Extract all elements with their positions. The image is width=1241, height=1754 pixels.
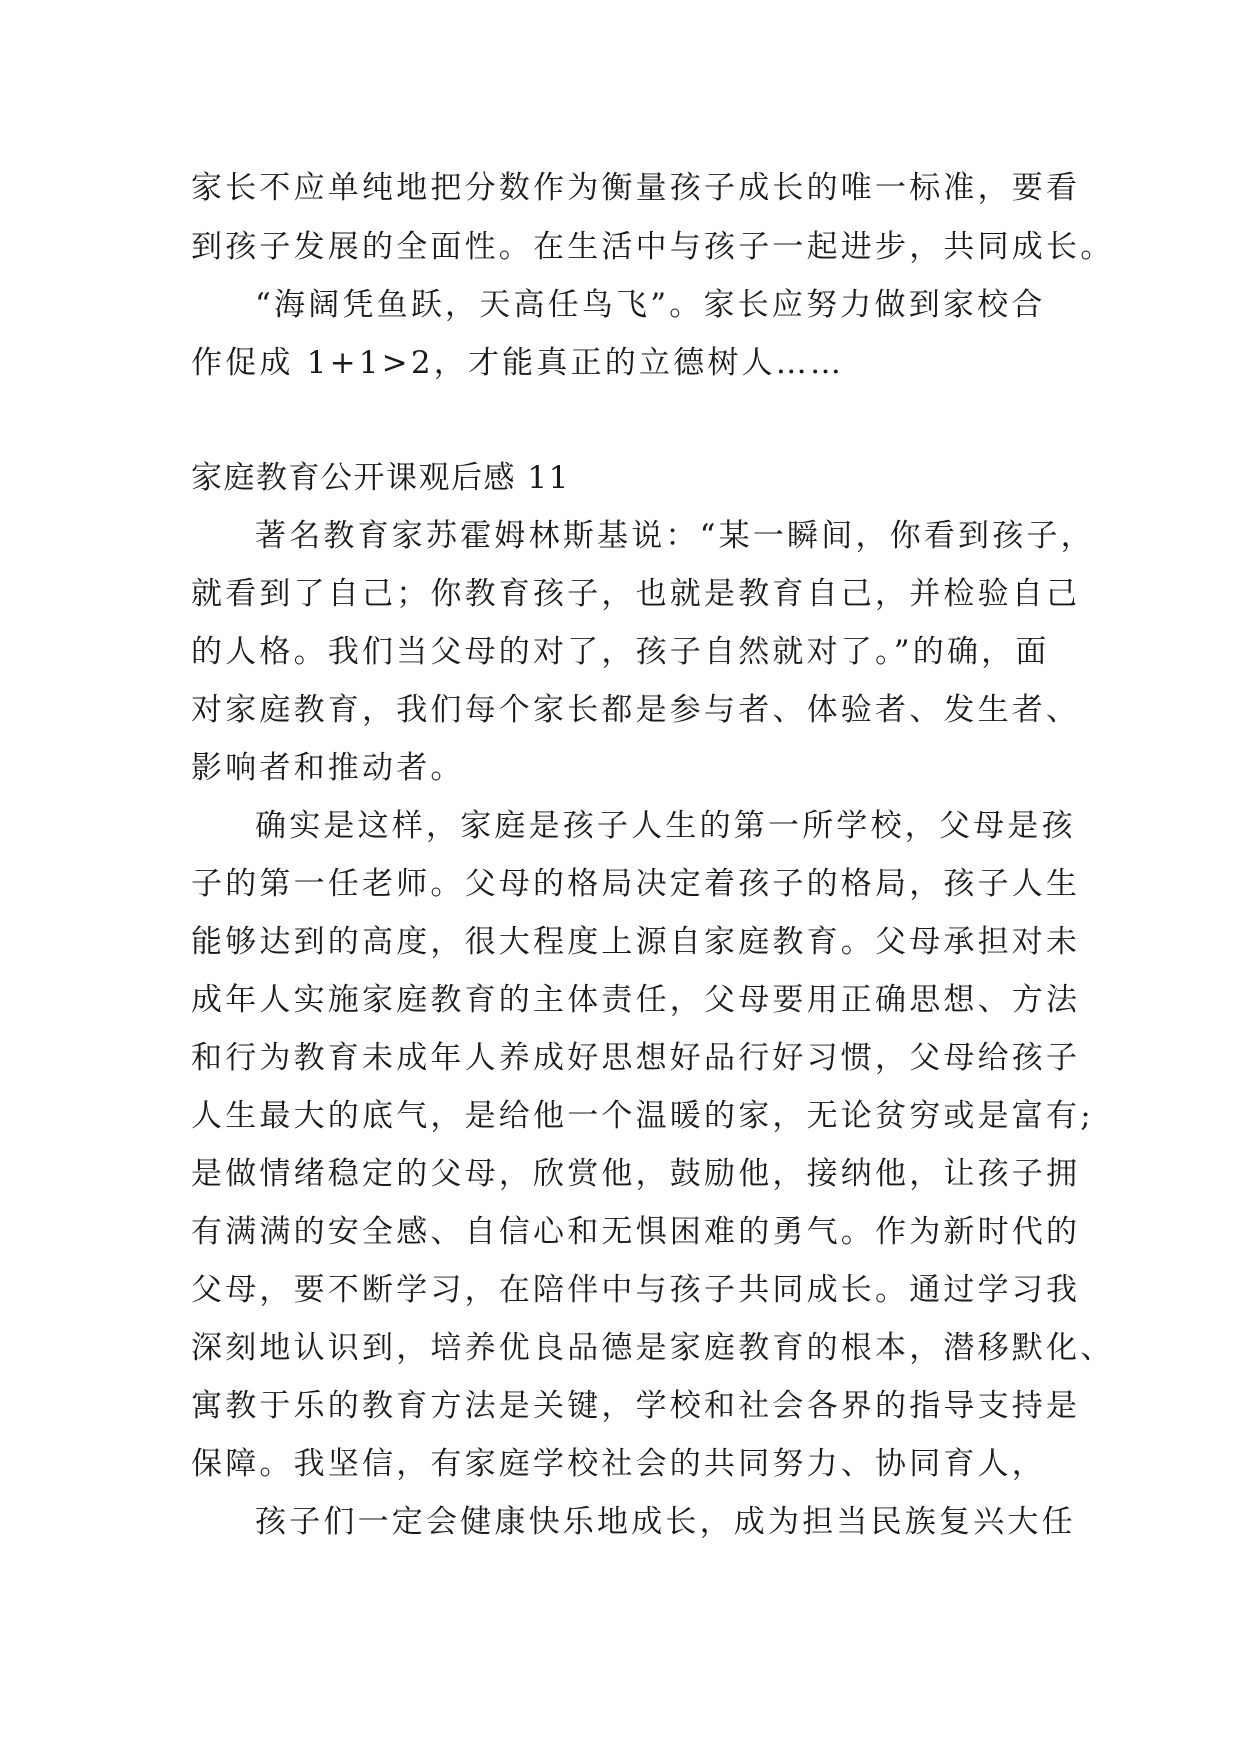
paragraph2-line-10: 深刻地认识到，培养优良品德是家庭教育的根本，潜移默化、 [191,1330,1115,1366]
paragraph2-line-2: 子的第一任老师。父母的格局决定着孩子的格局，孩子人生 [191,866,1081,902]
paragraph2-line-5: 和行为教育未成年人养成好思想好品行好习惯，父母给孩子 [191,1040,1081,1076]
paragraph1-line-1: 著名教育家苏霍姆林斯基说：“某一瞬间，你看到孩子， [255,518,1095,554]
paragraph2-line-1: 确实是这样，家庭是孩子人生的第一所学校，父母是孩 [255,808,1076,844]
paragraph2-line-7: 是做情绪稳定的父母，欣赏他，鼓励他，接纳他，让孩子拥 [191,1156,1081,1192]
intro-line-4: 作促成 1+1>2，才能真正的立德树人…… [191,345,845,381]
paragraph1-line-4: 对家庭教育，我们每个家长都是参与者、体验者、发生者、 [191,692,1081,728]
paragraph2-line-6: 人生最大的底气，是给他一个温暖的家，无论贫穷或是富有; [191,1098,1094,1134]
paragraph1-line-3: 的人格。我们当父母的对了，孩子自然就对了。”的确，面 [191,634,1050,670]
intro-line-2: 到孩子发展的全面性。在生活中与孩子一起进步，共同成长。 [191,229,1115,265]
paragraph2-line-4: 成年人实施家庭教育的主体责任，父母要用正确思想、方法 [191,982,1081,1018]
intro-line-3: “海阔凭鱼跃，天高任鸟飞”。家长应努力做到家校合 [255,287,1046,323]
paragraph3-line-1: 孩子们一定会健康快乐地成长，成为担当民族复兴大任 [255,1504,1076,1540]
intro-line-1: 家长不应单纯地把分数作为衡量孩子成长的唯一标准，要看 [191,170,1081,206]
paragraph1-line-5: 影响者和推动者。 [191,750,465,786]
paragraph2-line-8: 有满满的安全感、自信心和无惧困难的勇气。作为新时代的 [191,1214,1081,1250]
paragraph2-line-12: 保障。我坚信，有家庭学校社会的共同努力、协同育人， [191,1446,1046,1482]
section-title: 家庭教育公开课观后感 11 [191,460,570,496]
paragraph2-line-9: 父母，要不断学习，在陪伴中与孩子共同成长。通过学习我 [191,1272,1081,1308]
paragraph1-line-2: 就看到了自己；你教育孩子，也就是教育自己，并检验自己 [191,576,1081,612]
paragraph2-line-11: 寓教于乐的教育方法是关键，学校和社会各界的指导支持是 [191,1388,1081,1424]
paragraph2-line-3: 能够达到的高度，很大程度上源自家庭教育。父母承担对未 [191,924,1081,960]
